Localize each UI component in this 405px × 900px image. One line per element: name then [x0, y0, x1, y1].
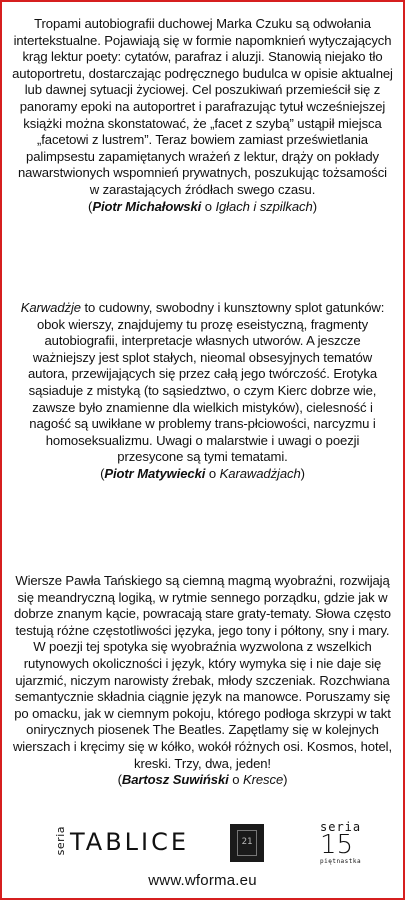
seria15-sub: piętnastka: [320, 858, 362, 865]
blurb-suwinski: [12, 573, 393, 789]
seria15-word: seria: [320, 820, 362, 834]
blurb-matywiecki: [12, 300, 393, 483]
blurb-text: Tropami autobiografii duchowej Marka Czuku są odwołania intertekstualne. Pojawiają się w formie napomknień wytyczających krąg lektur poety: cytatów, parafraz i aluzji. Stanowią niejako tło autoportretu, dostarczając podręcznego budulca w opisie aktualnej lub dawnej sytuacji życiowej. Cel poszukiwań przemieścił się z panoramy epoki na autoportret i parafrazując tytuł wcześniejszej książki można skonstatować, że „facet z szybą” ustąpił miejsca „facetowi z lustrem”. Teraz bowiem zamiast prześwietlania palimpsestu zapamiętanych wrażeń z lektur, drąży on pokłady nawarstwionych wspomnień prywatnych, poszukując tożsamości w zarastających źródłach swego czasu.: [12, 16, 393, 197]
publisher-website[interactable]: www.wforma.eu: [148, 872, 257, 889]
tablice-series-logo: [54, 822, 204, 866]
publisher-logos: [2, 820, 403, 870]
publisher-square-logo: [230, 824, 264, 862]
attribution-book: Igłach i szpilkach: [215, 198, 313, 214]
attribution-book: Kresce: [242, 772, 284, 788]
blurb-michalowski: [12, 16, 393, 215]
blurb-text: to cudowny, swobodny i kunsztowny splot gatunków: obok wierszy, znajdujemy tu prozę eseistyczną, fragmenty autobiografii, interpretacje własnych utworów. A jeszcze ważniejszy jest splot stałych, nieomal obsesyjnych tematów autora, przewijających się przez całą jego twórczość. Erotyka sąsiaduje z mistyką (to sąsiedztwo, o czym Kierc dobrze wie, zawsze było znamienne dla wielkich mistyków), cielesność i nagość są uwikłane w problemy trans-płciowości, narcyzmu i homoseksualizmu. Uwagi o malarstwie i uwagi o poezji przesycone są tymi tematami.: [27, 300, 385, 465]
seria-15-logo: [314, 820, 384, 868]
attribution-connector: o: [232, 772, 240, 788]
attribution-connector: o: [208, 465, 217, 481]
seria15-number: 15: [320, 830, 354, 860]
tablice-name: TABLICE: [70, 828, 190, 856]
blurb-attribution: (Piotr Michałowski o Igłach i szpilkach): [88, 198, 317, 214]
square-logo-mark: 21: [237, 830, 257, 856]
blurb-attribution: (Bartosz Suwiński o Kresce): [117, 772, 288, 788]
attribution-author: Bartosz Suwiński: [121, 772, 229, 788]
attribution-connector: o: [204, 198, 212, 214]
blurb-attribution: (Piotr Matywiecki o Karawadżjach): [100, 465, 305, 481]
tablice-series-word: seria: [54, 826, 67, 856]
attribution-author: Piotr Matywiecki: [104, 465, 206, 481]
attribution-book: Karawadżjach: [219, 465, 301, 481]
blurb-title: Karwadżje: [20, 300, 81, 315]
attribution-author: Piotr Michałowski: [92, 198, 202, 214]
blurb-text: Wiersze Pawła Tańskiego są ciemną magmą wyobraźni, rozwijają się meandryczną logiką, w rytmie sennego porządku, gdzie jak w dobrze znanym kącie, powracają stare graty-tematy. Słowa często testują różne częstotliwości języka, jego tony i półtony, sny i mary. W poezji tej spotyka się wyobraźnia wyzwolona z wszelkich rutynowych okoliczności i język, który wymyka się i nie daje się ujarzmić, niczym narowisty źrebak, młody szczeniak. Rozchwiana semantycznie składnia ciągnie język na manowce. Poruszamy się po omacku, jak w ciemnym pokoju, którego podłoga skrzypi w takt onirycznych piosenek The Beatles. Zapętlamy się w kolejnych wierszach i kręcimy się w kółko, wokół różnych osi. Kosmos, hotel, kreski. Trzy, dwa, jeden!: [12, 573, 393, 771]
